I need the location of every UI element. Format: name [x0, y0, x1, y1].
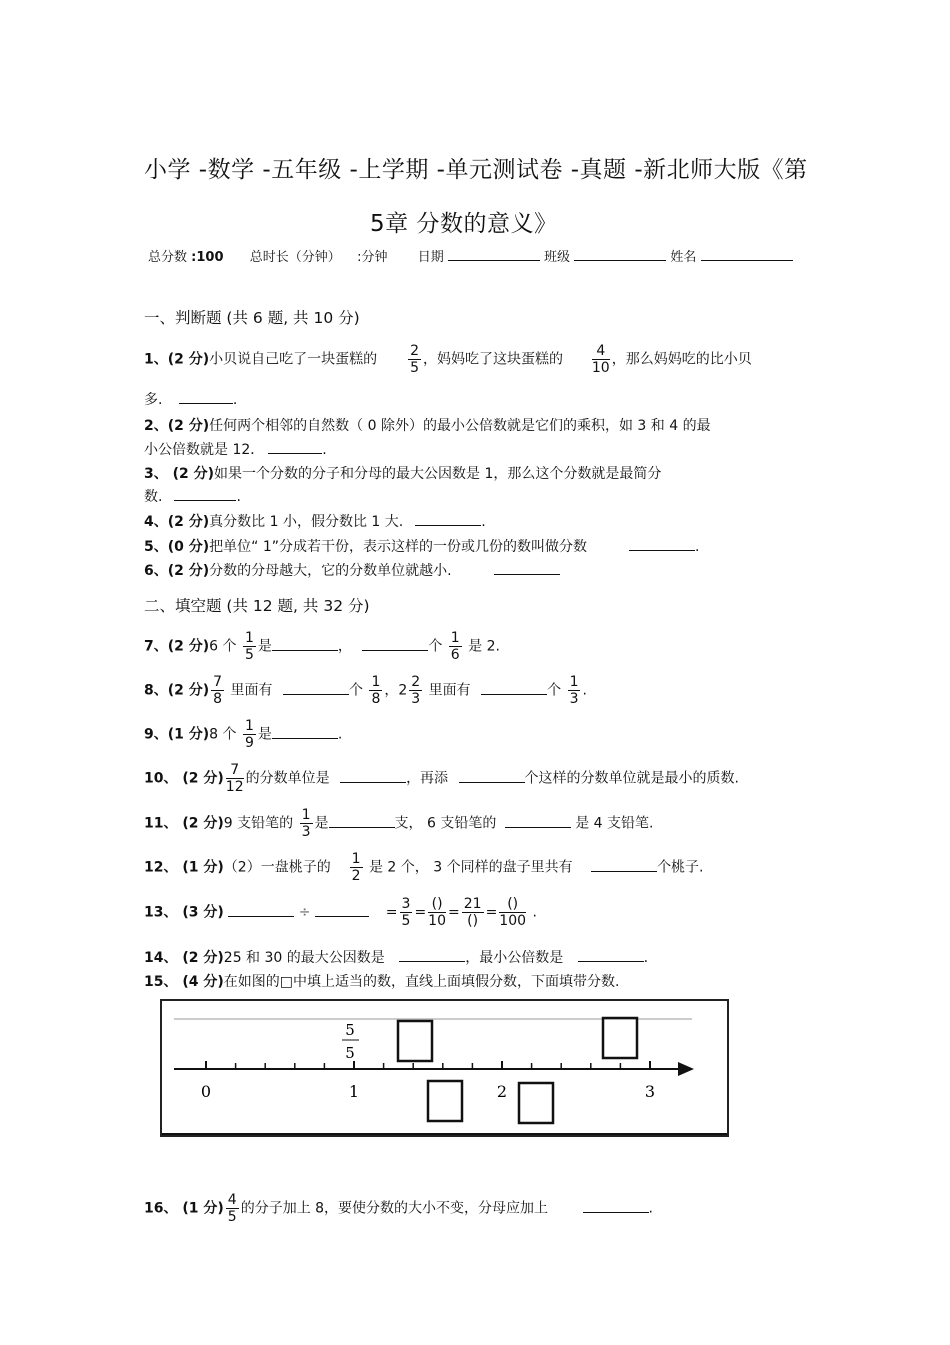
q16-text: 的分子加上 8，要使分数的大小不变，分母应加上: [240, 1200, 549, 1217]
question-14: [144, 947, 648, 967]
q13-equals-1: =: [385, 904, 398, 921]
q4-score: 4、(2 分): [144, 514, 210, 530]
q5-score: 5、(0 分): [144, 539, 210, 555]
q14-score: 14、 (2 分): [144, 950, 224, 966]
q13-equals-4: =: [485, 904, 498, 921]
number-line-figure: [160, 999, 729, 1137]
q12-text-3: 个桃子.: [657, 859, 704, 876]
q12-text-2: 是 2 个， 3 个同样的盘子里共有: [368, 859, 573, 876]
q15-score: 15、 (4 分): [144, 974, 224, 990]
question-3: [144, 463, 661, 483]
q7-score: 7、(2 分): [144, 638, 210, 655]
section-1-heading: 一、判断题 (共 6 题, 共 10 分): [144, 309, 360, 327]
q10-text-2: ，再添: [406, 770, 449, 787]
q1-text-4: 多.: [144, 392, 163, 408]
q16-fraction-1: $\frac{4}{5}$: [227, 1192, 237, 1225]
section-2-heading: 二、填空题 (共 12 题, 共 32 分): [144, 597, 370, 615]
q6-text: 分数的分母越大，它的分数单位就越小.: [209, 563, 452, 579]
figure-fraction-numerator: 5: [345, 1021, 355, 1039]
meta-line: [148, 246, 793, 265]
q12-score: 12、 (1 分): [144, 859, 224, 876]
question-13: [144, 896, 537, 929]
page-title: 小学 -数学 -五年级 -上学期 -单元测试卷 -真题 -新北师大版《第: [144, 157, 808, 183]
q3-period: .: [236, 489, 241, 505]
q7-text: 6 个: [209, 638, 237, 655]
q2-period: .: [322, 442, 327, 458]
q8-text-5: 个: [547, 682, 562, 699]
number-line-svg: [162, 1001, 727, 1135]
q16-answer-blank[interactable]: [583, 1198, 649, 1213]
q9-answer-blank[interactable]: [272, 724, 338, 739]
q10-answer-blank-1[interactable]: [340, 768, 406, 783]
q11-text-2: 是: [314, 815, 329, 832]
number-line-arrow: [678, 1062, 694, 1076]
q1-text-3: ，那么妈妈吃的比小贝: [611, 351, 752, 368]
q11-answer-blank-2[interactable]: [505, 813, 571, 828]
tick-label-2: 2: [496, 1082, 508, 1101]
class-blank[interactable]: [574, 246, 666, 261]
q13-fraction-3[interactable]: $\frac{21}{()}$: [463, 896, 482, 929]
q8-text-4: 里面有: [428, 682, 471, 699]
q7-text-4: 个: [428, 638, 443, 655]
q1-text-2: ，妈妈吃了这块蛋糕的: [422, 351, 563, 368]
question-16: [144, 1192, 653, 1225]
q14-answer-blank-1[interactable]: [399, 947, 465, 962]
q14-period: .: [643, 950, 649, 966]
q6-answer-blank[interactable]: [494, 560, 560, 575]
tick-label-0: 0: [200, 1082, 212, 1101]
q4-period: .: [481, 514, 486, 530]
q11-answer-blank-1[interactable]: [329, 813, 395, 828]
q2-text: 任何两个相邻的自然数（ 0 除外）的最小公倍数就是它们的乘积，如 3 和 4 的最: [209, 418, 711, 434]
q13-fraction-1: $\frac{3}{5}$: [401, 896, 411, 929]
question-5: [144, 536, 699, 556]
question-12: [144, 851, 704, 884]
q1-period: .: [232, 392, 238, 408]
q2-answer-blank[interactable]: [268, 439, 322, 454]
question-4: [144, 511, 486, 531]
q4-answer-blank[interactable]: [415, 511, 481, 526]
q8-text: 里面有: [230, 682, 273, 699]
q12-text: （2）一盘桃子的: [223, 859, 331, 876]
q13-period: .: [532, 904, 537, 921]
duration-label: 总时长（分钟）: [249, 250, 341, 265]
q16-score: 16、 (1 分): [144, 1200, 224, 1217]
q5-answer-blank[interactable]: [629, 536, 695, 551]
q3-text-2: 数.: [144, 489, 163, 505]
q10-fraction-1: $\frac{7}{12}$: [225, 762, 244, 795]
q7-answer-blank-2[interactable]: [362, 636, 428, 651]
q4-text: 真分数比 1 小，假分数比 1 大.: [209, 514, 404, 530]
q11-fraction-1: $\frac{1}{3}$: [301, 807, 311, 840]
q10-text-3: 个这样的分数单位就是最小的质数.: [524, 770, 739, 787]
q3-text: 如果一个分数的分子和分母的最大公因数是 1，那么这个分数就是最简分: [214, 466, 662, 482]
q16-period: .: [648, 1200, 653, 1217]
q8-fraction-4: $\frac{1}{3}$: [569, 674, 579, 707]
q6-score: 6、(2 分): [144, 563, 210, 579]
class-label: 班级: [544, 250, 571, 265]
q2-text-2: 小公倍数就是 12．: [144, 442, 265, 458]
question-2: [144, 415, 711, 435]
total-value: :100: [191, 250, 224, 265]
q14-answer-blank-2[interactable]: [578, 947, 644, 962]
q8-fraction-1: $\frac{7}{8}$: [213, 674, 223, 707]
q15-text: 在如图的□中填上适当的数，直线上面填假分数，下面填带分数.: [223, 974, 620, 990]
q7-text-2: 是: [257, 638, 272, 655]
answer-box-below-2[interactable]: [519, 1083, 553, 1123]
q8-period: .: [582, 682, 587, 699]
q9-fraction-1: $\frac{1}{9}$: [244, 718, 254, 751]
question-7: [144, 630, 500, 663]
q14-text-2: ，最小公倍数是: [465, 950, 564, 966]
answer-box-above-1[interactable]: [398, 1021, 432, 1061]
q8-score: 8、(2 分): [144, 682, 210, 699]
q1-score: 1、(2 分): [144, 351, 210, 368]
duration-value: :分钟: [357, 250, 388, 265]
total-label: 总分数: [148, 250, 188, 265]
q7-fraction-1: $\frac{1}{5}$: [244, 630, 254, 663]
question-15: [144, 971, 619, 991]
q12-answer-blank[interactable]: [591, 857, 657, 872]
question-10: [144, 762, 739, 795]
tick-label-3: 3: [644, 1082, 656, 1101]
q13-equals-2: =: [414, 904, 427, 921]
question-6: [144, 560, 560, 580]
q3-score: 3、 (2 分): [144, 466, 215, 482]
q13-equals-3: =: [448, 904, 460, 921]
q11-score: 11、 (2 分): [144, 815, 224, 832]
q1-fraction-1: $\frac{2}{5}$: [410, 343, 419, 376]
q13-divide-sign: ÷: [298, 904, 311, 921]
q14-text: 25 和 30 的最大公因数是: [223, 950, 385, 966]
question-1: [144, 343, 752, 376]
q7-text-5: 是 2.: [468, 638, 500, 655]
date-label: 日期: [417, 250, 444, 265]
q8-answer-blank-1[interactable]: [283, 680, 349, 695]
name-blank[interactable]: [701, 246, 793, 261]
q11-text: 9 支铅笔的: [223, 815, 294, 832]
q13-score: 13、 (3 分): [144, 904, 224, 921]
q7-fraction-2: $\frac{1}{6}$: [450, 630, 460, 663]
q5-text: 把单位“ 1”分成若干份，表示这样的一份或几份的数叫做分数: [209, 539, 588, 555]
q10-answer-blank-2[interactable]: [459, 768, 525, 783]
q11-text-3: 支， 6 支铅笔的: [394, 815, 497, 832]
q2-score: 2、(2 分): [144, 418, 210, 434]
date-blank[interactable]: [448, 246, 540, 261]
q5-period: .: [695, 539, 700, 555]
q12-fraction-1: $\frac{1}{2}$: [351, 851, 361, 884]
q1-fraction-2: $\frac{4}{10}$: [591, 343, 610, 376]
tick-label-1: 1: [348, 1082, 360, 1101]
q8-fraction-3: $\frac{2}{3}$: [411, 674, 421, 707]
answer-box-below-1[interactable]: [428, 1081, 462, 1121]
q8-text-3: ，2: [384, 682, 408, 699]
q13-answer-blank-2[interactable]: [315, 902, 369, 917]
question-2-cont: [144, 439, 327, 459]
q8-text-2: 个: [348, 682, 363, 699]
question-3-cont: [144, 486, 241, 506]
figure-fraction-denominator: 5: [345, 1044, 355, 1062]
question-1-cont: [144, 389, 237, 409]
name-label: 姓名: [670, 250, 697, 265]
q13-fraction-2[interactable]: $\frac{()}{10}$: [428, 896, 446, 929]
q11-text-4: 是 4 支铅笔.: [575, 815, 654, 832]
q7-comma: ，: [337, 638, 352, 655]
q8-answer-blank-2[interactable]: [481, 680, 547, 695]
q9-text-2: 是: [257, 726, 272, 743]
q9-score: 9、(1 分): [144, 726, 210, 743]
q1-answer-blank[interactable]: [179, 389, 233, 404]
q9-text: 8 个: [209, 726, 237, 743]
q9-period: .: [337, 726, 343, 743]
question-9: [144, 718, 342, 751]
q8-fraction-2: $\frac{1}{8}$: [371, 674, 381, 707]
q1-text: 小贝说自己吃了一块蛋糕的: [209, 351, 378, 368]
q10-score: 10、 (2 分): [144, 770, 224, 787]
q3-answer-blank[interactable]: [174, 486, 236, 501]
answer-box-above-2[interactable]: [603, 1018, 637, 1058]
q13-answer-blank-1[interactable]: [228, 902, 294, 917]
question-11: [144, 807, 654, 840]
page-title-line2: 5章 分数的意义》: [370, 211, 558, 237]
q13-fraction-4[interactable]: $\frac{()}{100}$: [499, 896, 527, 929]
question-8: [144, 674, 587, 707]
q7-answer-blank-1[interactable]: [272, 636, 338, 651]
q10-text: 的分数单位是: [245, 770, 330, 787]
